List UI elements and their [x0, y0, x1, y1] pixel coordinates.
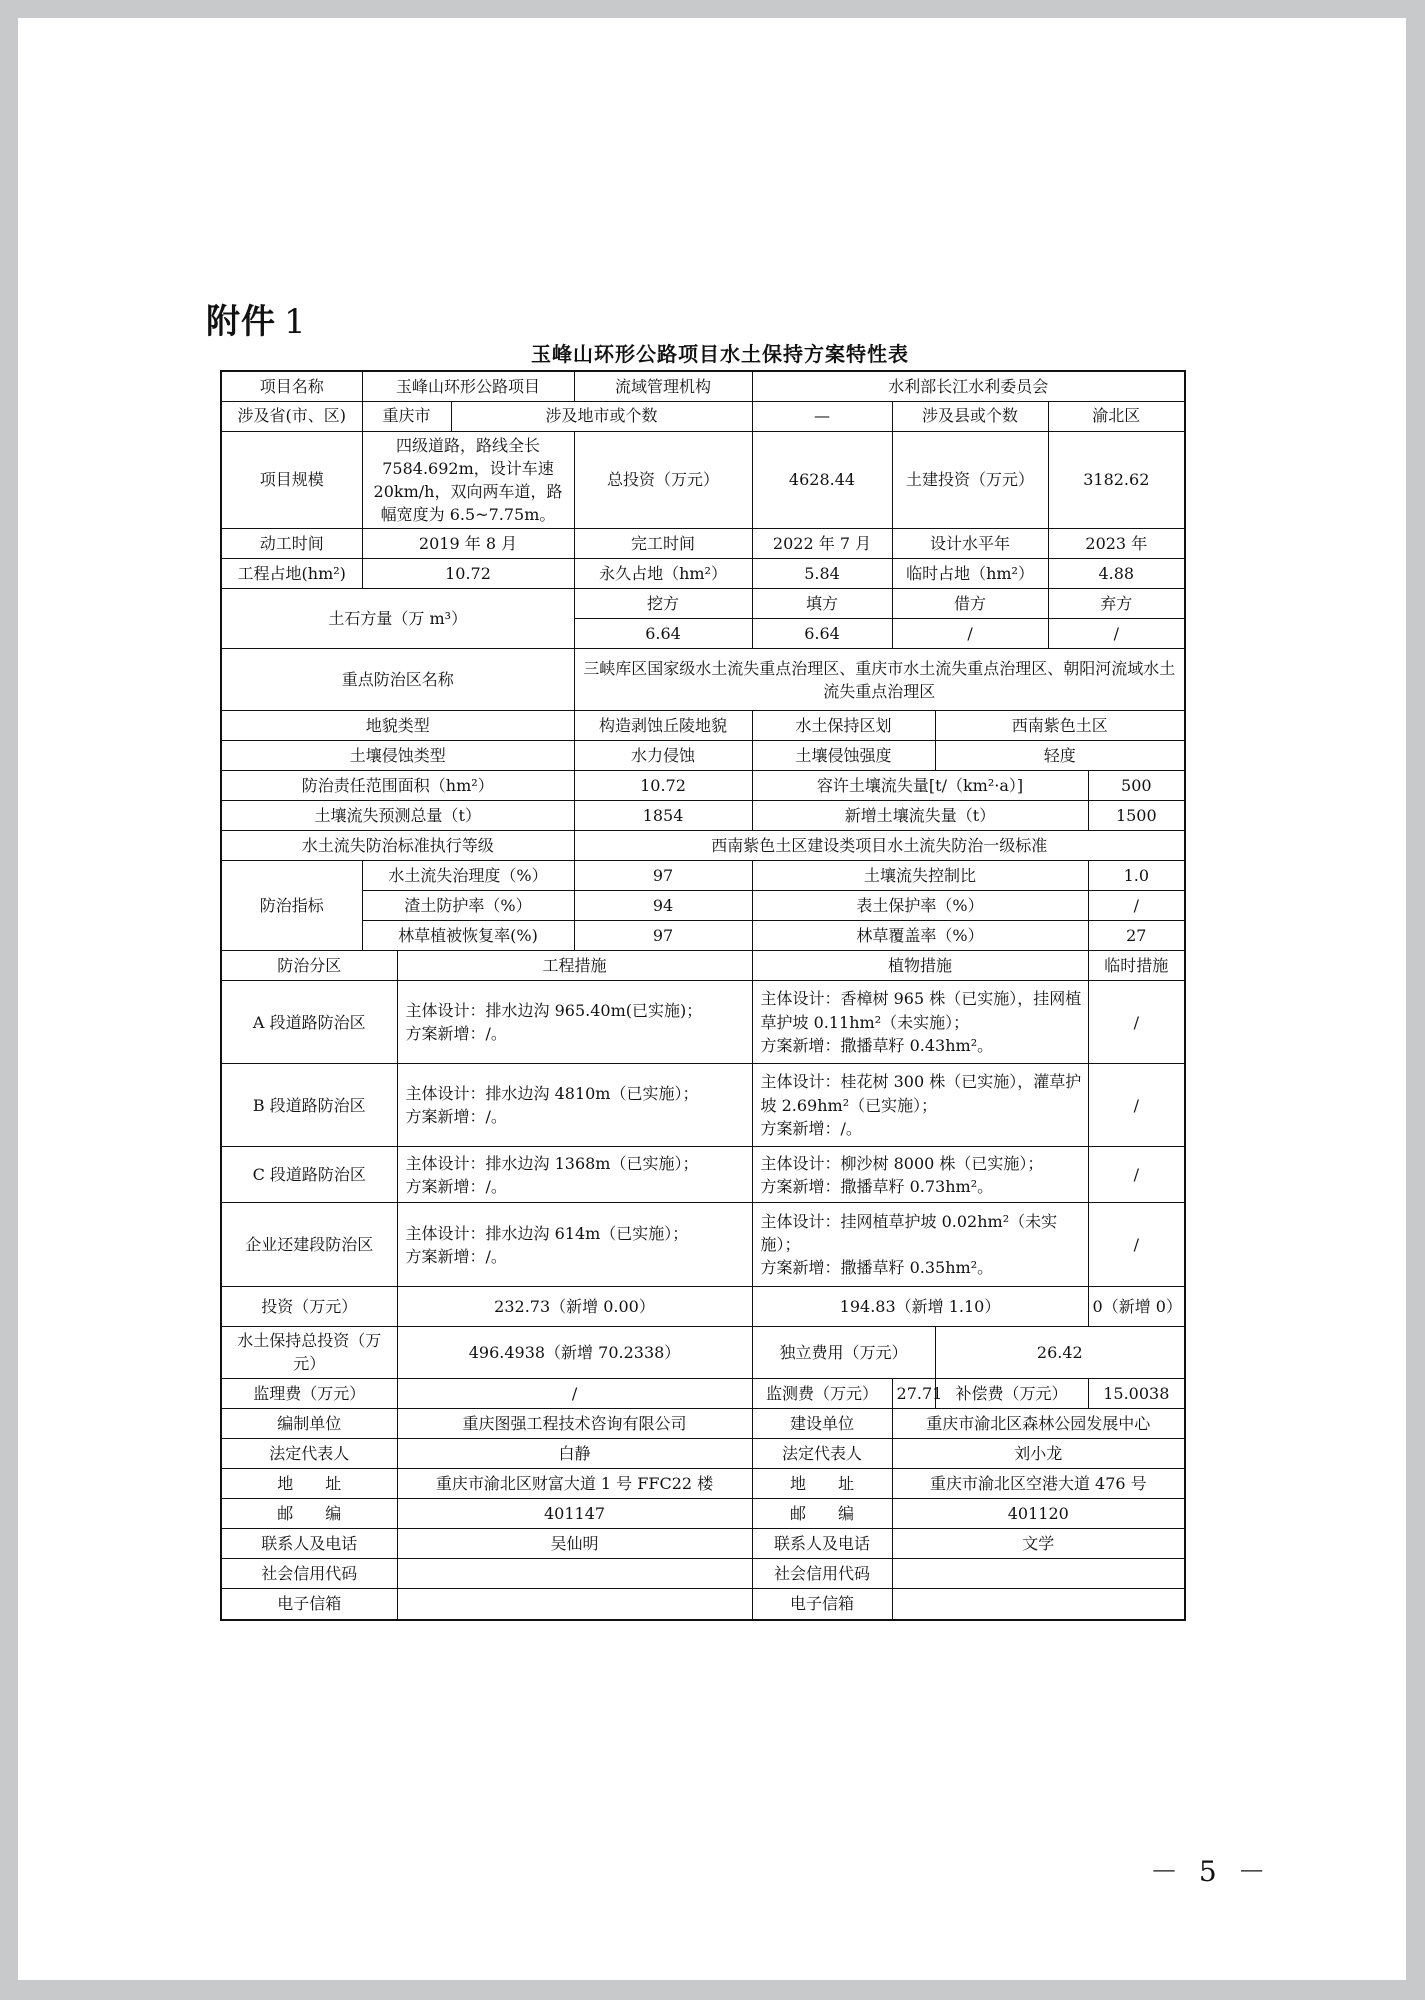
value-cell: 4.88: [1048, 559, 1185, 589]
value-cell: 水力侵蚀: [574, 741, 752, 771]
header-cell: 工程措施: [397, 951, 752, 981]
value-cell: 27.71: [892, 1378, 935, 1408]
value-cell: 吴仙明: [397, 1528, 752, 1558]
table-row: [221, 559, 1185, 589]
value-cell: [397, 1558, 752, 1588]
label-cell: 联系人及电话: [752, 1528, 892, 1558]
table-row: [221, 1558, 1185, 1588]
label-cell: 总投资（万元）: [574, 431, 752, 529]
characteristics-table: [220, 370, 1186, 1621]
attachment-heading: 附件 1: [206, 302, 307, 342]
engineering-cell: 主体设计：排水边沟 4810m（已实施）； 方案新增：/。: [397, 1064, 752, 1147]
value-cell: 1.0: [1088, 861, 1185, 891]
label-cell: 监测费（万元）: [752, 1378, 892, 1408]
table-row: [221, 831, 1185, 861]
label-cell: 土壤侵蚀类型: [221, 741, 574, 771]
table-row: [221, 431, 1185, 529]
engineering-cell: 主体设计：排水边沟 614m（已实施）； 方案新增：/。: [397, 1203, 752, 1287]
label-cell: 涉及地市或个数: [451, 401, 752, 431]
value-cell: 3182.62: [1048, 431, 1185, 529]
value-cell: 2023 年: [1048, 529, 1185, 559]
table-row: [221, 1588, 1185, 1620]
temporary-cell: /: [1088, 981, 1185, 1064]
label-cell: 邮 编: [221, 1498, 397, 1528]
engineering-cell: 主体设计：排水边沟 1368m（已实施）； 方案新增：/。: [397, 1147, 752, 1203]
label-cell: 土建投资（万元）: [892, 431, 1048, 529]
value-cell: 四级道路，路线全长 7584.692m，设计车速 20km/h，双向两车道，路幅宽度为 6.5~7.75m。: [362, 431, 574, 529]
label-cell: 水土流失治理度（%）: [362, 861, 574, 891]
value-cell: /: [892, 619, 1048, 649]
value-cell: 刘小龙: [892, 1438, 1185, 1468]
table-row: [221, 741, 1185, 771]
table-row: [221, 921, 1185, 951]
value-cell: 玉峰山环形公路项目: [362, 371, 574, 401]
header-cell: 临时措施: [1088, 951, 1185, 981]
value-cell: 6.64: [752, 619, 892, 649]
table-row: [221, 951, 1185, 981]
label-cell: 新增土壤流失量（t）: [752, 801, 1088, 831]
header-cell: 挖方: [574, 589, 752, 619]
value-cell: 西南紫色土区: [935, 711, 1185, 741]
value-cell: /: [397, 1378, 752, 1408]
label-cell: 法定代表人: [752, 1438, 892, 1468]
label-cell: 临时占地（hm²）: [892, 559, 1048, 589]
value-cell: 15.0038: [1088, 1378, 1185, 1408]
value-cell: 97: [574, 861, 752, 891]
value-cell: 2019 年 8 月: [362, 529, 574, 559]
label-cell: 社会信用代码: [221, 1558, 397, 1588]
value-cell: [892, 1558, 1185, 1588]
zone-name-cell: B 段道路防治区: [221, 1064, 397, 1147]
plant-cell: 主体设计：香樟树 965 株（已实施），挂网植草护坡 0.11hm²（未实施）； 方案新增：撒播草籽 0.43hm²。: [752, 981, 1088, 1064]
table-row: [221, 401, 1185, 431]
label-cell: 涉及县或个数: [892, 401, 1048, 431]
zone-name-cell: C 段道路防治区: [221, 1147, 397, 1203]
label-cell: 项目名称: [221, 371, 362, 401]
label-cell: 防治责任范围面积（hm²）: [221, 771, 574, 801]
value-cell: /: [1048, 619, 1185, 649]
value-cell: 重庆市渝北区森林公园发展中心: [892, 1408, 1185, 1438]
value-cell: 渝北区: [1048, 401, 1185, 431]
value-cell: 三峡库区国家级水土流失重点治理区、重庆市水土流失重点治理区、朝阳河流域水土流失重点治理区: [574, 649, 1185, 711]
label-cell: 土石方量（万 m³）: [221, 589, 574, 649]
value-cell: 401147: [397, 1498, 752, 1528]
temporary-cell: /: [1088, 1147, 1185, 1203]
table-row: [221, 649, 1185, 711]
value-cell: 轻度: [935, 741, 1185, 771]
value-cell: 重庆市: [362, 401, 451, 431]
table-row: [221, 1378, 1185, 1408]
label-cell: 防治指标: [221, 861, 362, 951]
label-cell: 完工时间: [574, 529, 752, 559]
value-cell: 10.72: [574, 771, 752, 801]
label-cell: 水土流失防治标准执行等级: [221, 831, 574, 861]
value-cell: 500: [1088, 771, 1185, 801]
label-cell: 工程占地(hm²): [221, 559, 362, 589]
label-cell: 永久占地（hm²）: [574, 559, 752, 589]
engineering-cell: 主体设计：排水边沟 965.40m(已实施)； 方案新增：/。: [397, 981, 752, 1064]
value-cell: [892, 1588, 1185, 1620]
label-cell: 流域管理机构: [574, 371, 752, 401]
table-row: [221, 771, 1185, 801]
header-cell: 弃方: [1048, 589, 1185, 619]
value-cell: 4628.44: [752, 431, 892, 529]
zone-name-cell: 企业还建段防治区: [221, 1203, 397, 1287]
table-row: [221, 589, 1185, 619]
value-cell: 194.83（新增 1.10）: [752, 1287, 1088, 1327]
table-row: [221, 1498, 1185, 1528]
header-cell: 防治分区: [221, 951, 397, 981]
label-cell: 邮 编: [752, 1498, 892, 1528]
label-cell: 电子信箱: [221, 1588, 397, 1620]
label-cell: 补偿费（万元）: [935, 1378, 1088, 1408]
temporary-cell: /: [1088, 1203, 1185, 1287]
value-cell: 26.42: [935, 1327, 1185, 1378]
value-cell: 2022 年 7 月: [752, 529, 892, 559]
label-cell: 法定代表人: [221, 1438, 397, 1468]
page-number: － 5 －: [1150, 1855, 1272, 1888]
label-cell: 地貌类型: [221, 711, 574, 741]
value-cell: 232.73（新增 0.00）: [397, 1287, 752, 1327]
table-title: 玉峰山环形公路项目水土保持方案特性表: [531, 342, 909, 366]
label-cell: 监理费（万元）: [221, 1378, 397, 1408]
value-cell: 重庆市渝北区空港大道 476 号: [892, 1468, 1185, 1498]
table-row: [221, 1327, 1185, 1378]
value-cell: 重庆市渝北区财富大道 1 号 FFC22 楼: [397, 1468, 752, 1498]
label-cell: 地 址: [221, 1468, 397, 1498]
zone-name-cell: A 段道路防治区: [221, 981, 397, 1064]
table-row: [221, 371, 1185, 401]
value-cell: 0（新增 0）: [1088, 1287, 1185, 1327]
header-cell: 植物措施: [752, 951, 1088, 981]
table-row: [221, 1438, 1185, 1468]
label-cell: 设计水平年: [892, 529, 1048, 559]
table-row: [221, 891, 1185, 921]
label-cell: 独立费用（万元）: [752, 1327, 935, 1378]
value-cell: 6.64: [574, 619, 752, 649]
label-cell: 项目规模: [221, 431, 362, 529]
value-cell: 构造剥蚀丘陵地貌: [574, 711, 752, 741]
value-cell: 1854: [574, 801, 752, 831]
value-cell: 5.84: [752, 559, 892, 589]
label-cell: 渣土防护率（%）: [362, 891, 574, 921]
label-cell: 联系人及电话: [221, 1528, 397, 1558]
table-row: [221, 1064, 1185, 1147]
table-row: [221, 1408, 1185, 1438]
table-row: [221, 801, 1185, 831]
table-row: [221, 529, 1185, 559]
header-cell: 填方: [752, 589, 892, 619]
plant-cell: 主体设计：挂网植草护坡 0.02hm²（未实施）； 方案新增：撒播草籽 0.35hm²。: [752, 1203, 1088, 1287]
value-cell: 97: [574, 921, 752, 951]
label-cell: 电子信箱: [752, 1588, 892, 1620]
table-row: [221, 1468, 1185, 1498]
label-cell: 水土保持总投资（万元）: [221, 1327, 397, 1378]
value-cell: 401120: [892, 1498, 1185, 1528]
label-cell: 林草植被恢复率(%): [362, 921, 574, 951]
value-cell: 27: [1088, 921, 1185, 951]
label-cell: 建设单位: [752, 1408, 892, 1438]
label-cell: 投资（万元）: [221, 1287, 397, 1327]
label-cell: 社会信用代码: [752, 1558, 892, 1588]
temporary-cell: /: [1088, 1064, 1185, 1147]
label-cell: 涉及省(市、区): [221, 401, 362, 431]
value-cell: 白静: [397, 1438, 752, 1468]
label-cell: 水土保持区划: [752, 711, 935, 741]
header-cell: 借方: [892, 589, 1048, 619]
table-row: [221, 1287, 1185, 1327]
value-cell: 水利部长江水利委员会: [752, 371, 1185, 401]
label-cell: 林草覆盖率（%）: [752, 921, 1088, 951]
label-cell: 容许土壤流失量[t/（km²·a）]: [752, 771, 1088, 801]
label-cell: 动工时间: [221, 529, 362, 559]
plant-cell: 主体设计：桂花树 300 株（已实施），灌草护坡 2.69hm²（已实施）； 方案新增：/。: [752, 1064, 1088, 1147]
value-cell: 10.72: [362, 559, 574, 589]
value-cell: 文学: [892, 1528, 1185, 1558]
table-row: [221, 711, 1185, 741]
label-cell: 重点防治区名称: [221, 649, 574, 711]
value-cell: 西南紫色土区建设类项目水土流失防治一级标准: [574, 831, 1185, 861]
value-cell: [397, 1588, 752, 1620]
value-cell: 94: [574, 891, 752, 921]
label-cell: 土壤流失控制比: [752, 861, 1088, 891]
value-cell: 496.4938（新增 70.2338）: [397, 1327, 752, 1378]
table-row: [221, 981, 1185, 1064]
plant-cell: 主体设计：柳沙树 8000 株（已实施）； 方案新增：撒播草籽 0.73hm²。: [752, 1147, 1088, 1203]
label-cell: 编制单位: [221, 1408, 397, 1438]
label-cell: 地 址: [752, 1468, 892, 1498]
value-cell: 重庆图强工程技术咨询有限公司: [397, 1408, 752, 1438]
label-cell: 表土保护率（%）: [752, 891, 1088, 921]
value-cell: 1500: [1088, 801, 1185, 831]
value-cell: /: [1088, 891, 1185, 921]
label-cell: 土壤侵蚀强度: [752, 741, 935, 771]
table-row: [221, 861, 1185, 891]
table-row: [221, 1528, 1185, 1558]
label-cell: 土壤流失预测总量（t）: [221, 801, 574, 831]
table-row: [221, 1147, 1185, 1203]
table-row: [221, 1203, 1185, 1287]
value-cell: —: [752, 401, 892, 431]
